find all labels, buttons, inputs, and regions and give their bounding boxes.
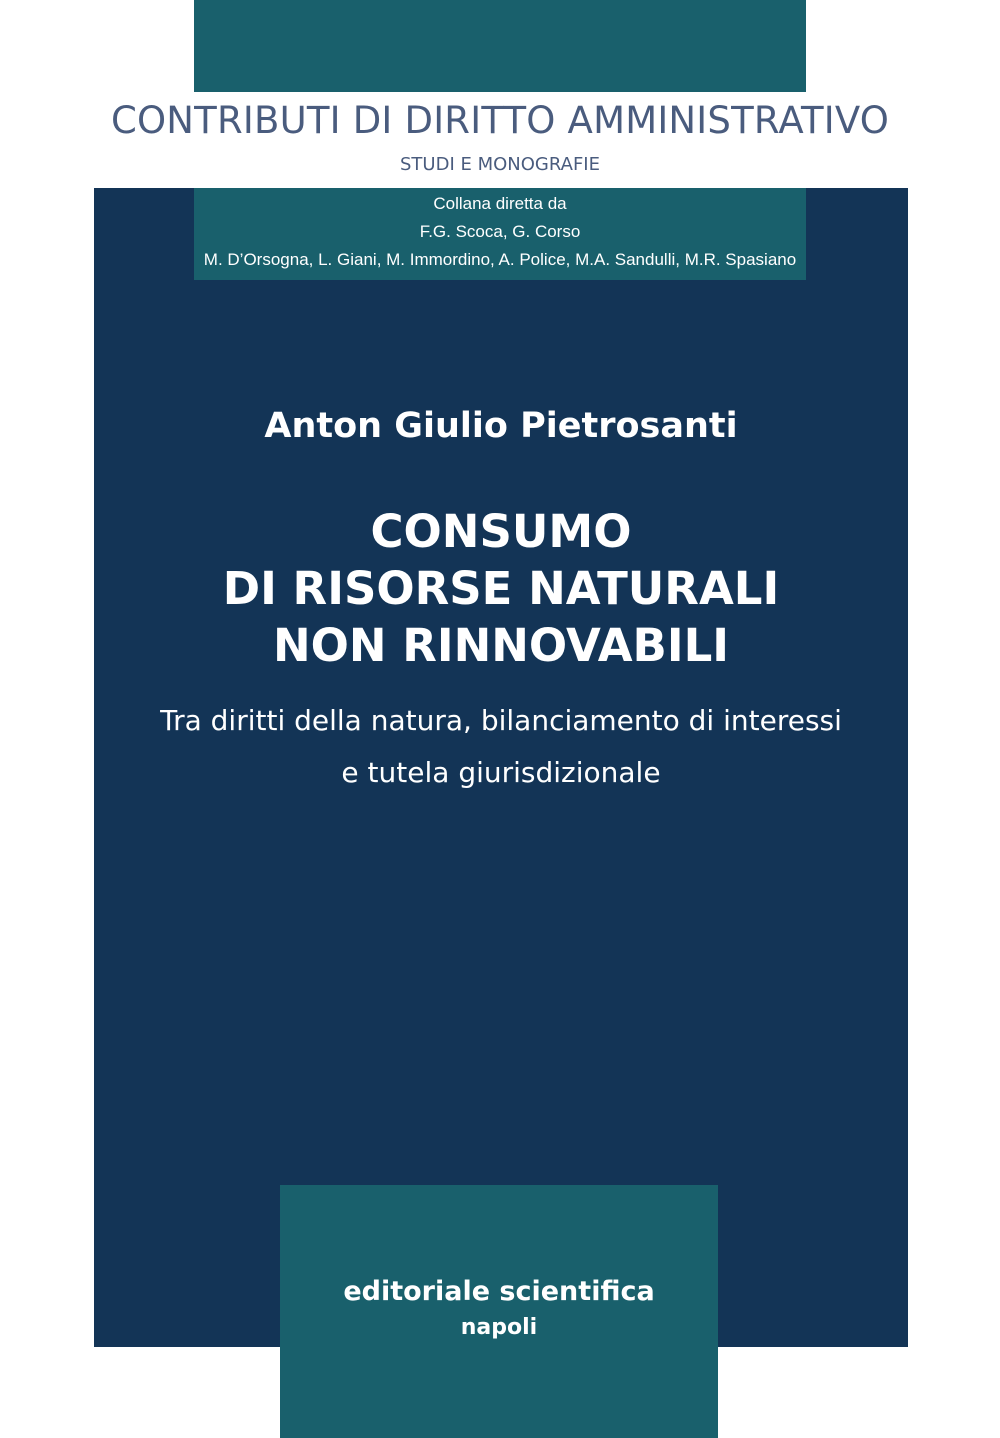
book-subtitle-line-2: e tutela giurisdizionale <box>341 756 661 789</box>
editors-line-1: F.G. Scoca, G. Corso <box>419 222 581 241</box>
series-title: CONTRIBUTI DI DIRITTO AMMINISTRATIVO <box>110 99 890 142</box>
editors-heading: Collana diretta da <box>433 194 567 213</box>
book-author: Anton Giulio Pietrosanti <box>264 406 738 446</box>
top-teal-band <box>194 0 806 92</box>
series-editors-box <box>194 188 806 280</box>
book-title-line-1: CONSUMO <box>370 505 632 558</box>
editors-line-2: M. D’Orsogna, L. Giani, M. Immordino, A. Police, M.A. Sandulli, M.R. Spasiano <box>203 250 797 269</box>
book-title-line-3: NON RINNOVABILI <box>272 619 730 672</box>
publisher-city: napoli <box>460 1315 538 1340</box>
book-subtitle <box>94 695 908 799</box>
series-subtitle: STUDI E MONOGRAFIE <box>400 154 600 175</box>
publisher-box <box>280 1185 718 1438</box>
book-title <box>94 503 908 674</box>
book-subtitle-line-1: Tra diritti della natura, bilanciamento di interessi <box>160 704 842 737</box>
publisher-name: editoriale scientifica <box>343 1276 655 1307</box>
book-title-line-2: DI RISORSE NATURALI <box>222 562 780 615</box>
